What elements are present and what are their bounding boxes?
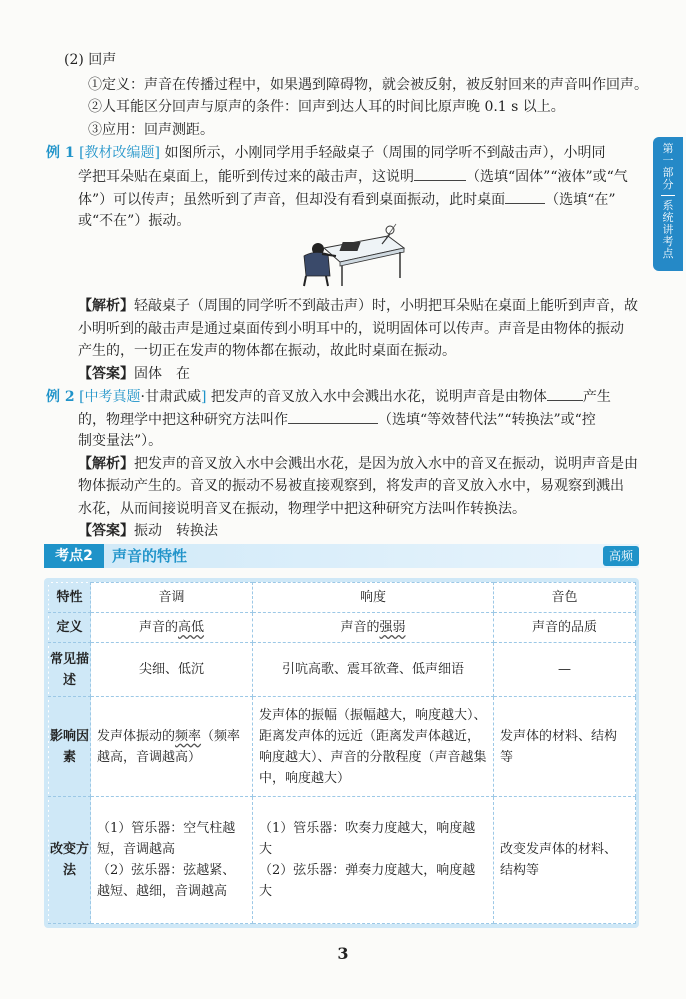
example-2-answer-text: 振动 转换法 [134, 523, 218, 539]
example-1-line-1 [46, 143, 605, 163]
example-1-analysis-2: 小明听到的敲击声是通过桌面传到小明耳中的，说明固体可以传声。声音是由物体的振动 [78, 321, 624, 337]
row-label-description: 常见描述 [49, 643, 91, 697]
example-1-answer [78, 364, 190, 384]
echo-definition: ①定义：声音在传播过程中，如果遇到障碍物，就会被反射，被反射回来的声音叫作回声。 [88, 77, 648, 93]
change-pitch-item-1: （1）管乐器：空气柱越短，音调越高 [97, 821, 236, 857]
example-1-question-3b: （选填“在” [545, 192, 616, 208]
header-loudness: 响度 [253, 583, 494, 613]
factor-pitch-suffix: （频率越高，音调越高） [97, 728, 241, 765]
frequency-badge: 高频 [603, 546, 639, 566]
section-number: 考点2 [44, 544, 104, 568]
cell-def-loudness [253, 613, 494, 643]
sound-properties-table [48, 582, 636, 924]
example-2-answer-label: 【答案】 [78, 523, 134, 539]
example-1-question-1: 如图所示，小刚同学用手轻敲桌子（周围的同学听不到敲击声），小明同 [164, 145, 606, 161]
example-2-question-2b: （选填“等效替代法”“转换法”或“控 [378, 412, 596, 428]
example-1-source: 教材改编题 [84, 145, 155, 161]
example-1-analysis-label: 【解析】 [78, 298, 134, 314]
answer-blank-4[interactable] [288, 409, 378, 424]
cell-factor-pitch [91, 697, 253, 797]
header-property: 特性 [49, 583, 91, 613]
example-1-line-3 [78, 189, 615, 210]
cell-def-pitch [91, 613, 253, 643]
factor-pitch-prefix: 发声体振动的 [97, 728, 176, 744]
example-2-analysis-3: 水花，从而间接说明音叉在振动，物理学中把这种研究方法叫作转换法。 [78, 501, 526, 517]
cell-desc-timbre: — [494, 643, 636, 697]
example-1-label: 例 1 [46, 145, 75, 161]
example-2-analysis-label: 【解析】 [78, 456, 134, 472]
side-tab-subject: 系统讲考点 [662, 199, 674, 260]
example-1-line-2 [78, 166, 628, 187]
example-1-analysis-1: 轻敲桌子（周围的同学听不到敲击声）时，小明把耳朵贴在桌面上能听到声音，故 [134, 298, 638, 314]
example-2-question-1a: 把发声的音叉放入水中会溅出水花，说明声音是由物体 [210, 389, 547, 405]
def-pitch-emphasis: 高低 [178, 620, 205, 635]
desk-knock-illustration [292, 222, 408, 288]
section-title: 声音的特性 [112, 547, 188, 565]
cell-factor-loudness: 发声体的振幅（振幅越大，响度越大）、距离发声体的远近（距离发声体越近，响度越大）、声音的分散程度（声音越集中，响度越大） [253, 697, 494, 797]
factor-pitch-emphasis: 频率 [175, 728, 202, 744]
example-1-bracket-close: ] [154, 145, 161, 161]
example-1-question-3a: 体”）可以传声；虽然听到了声音，但却没有看到桌面振动，此时桌面 [78, 192, 506, 208]
example-2-analysis-line-1 [78, 454, 638, 474]
example-1-bracket-open: [ [79, 145, 85, 161]
side-tab-divider [661, 195, 675, 196]
table-row [49, 643, 636, 697]
example-1-analysis-line-1 [78, 296, 638, 316]
example-2-line-2 [78, 409, 596, 430]
example-1-answer-label: 【答案】 [78, 366, 134, 382]
cell-change-pitch [91, 797, 253, 924]
side-tab[interactable] [653, 137, 683, 271]
echo-heading: (2) 回声 [64, 52, 117, 68]
example-1-question-2a: 学把耳朵贴在桌面上，能听到传过来的敲击声，这说明 [78, 169, 414, 185]
example-2-place: ·甘肃武威 [140, 389, 201, 405]
cell-factor-timbre: 发声体的材料、结构等 [494, 697, 636, 797]
echo-condition: ②人耳能区分回声与原声的条件：回声到达人耳的时间比原声晚 0.1 s 以上。 [88, 99, 565, 115]
example-2-bracket-close: ] [201, 389, 207, 405]
cell-desc-pitch: 尖细、低沉 [91, 643, 253, 697]
cell-change-loudness [253, 797, 494, 924]
example-2-question-3: 制变量法”）。 [78, 433, 163, 449]
example-2-source: 中考真题 [84, 389, 141, 405]
change-pitch-item-2: （2）弦乐器：弦越紧、越短、越细，音调越高 [97, 863, 236, 899]
table-row [49, 697, 636, 797]
table-row [49, 613, 636, 643]
cell-def-timbre: 声音的品质 [494, 613, 636, 643]
example-2-answer [78, 521, 218, 541]
header-timbre: 音色 [494, 583, 636, 613]
header-pitch: 音调 [91, 583, 253, 613]
table-header-row [49, 583, 636, 613]
def-pitch-prefix: 声音的 [138, 620, 178, 635]
example-2-bracket-open: [ [79, 389, 85, 405]
row-label-factors: 影响因素 [49, 697, 91, 797]
answer-blank-3[interactable] [547, 386, 583, 401]
example-1-answer-text: 固体 在 [134, 366, 190, 382]
answer-blank-1[interactable] [414, 166, 466, 181]
answer-blank-2[interactable] [505, 189, 545, 204]
def-loud-prefix: 声音的 [340, 620, 380, 635]
sound-properties-table-frame [44, 578, 639, 928]
example-1-analysis-3: 产生的，一切正在发声的物体都在振动，故此时桌面在振动。 [78, 343, 456, 359]
example-2-analysis-1: 把发声的音叉放入水中会溅出水花，是因为放入水中的音叉在振动，说明声音是由 [134, 456, 638, 472]
change-loud-item-2: （2）弦乐器：弹奏力度越大，响度越大 [259, 863, 476, 899]
row-label-change: 改变方法 [49, 797, 91, 924]
example-2-analysis-2: 物体振动产生的。音叉的振动不易被直接观察到，将发声的音叉放入水中，易观察到溅出 [78, 478, 624, 494]
example-2-question-1b: 产生 [582, 389, 611, 405]
section-header [44, 544, 639, 568]
page-number: 3 [337, 944, 349, 963]
example-2-line-1 [46, 386, 611, 407]
side-tab-part: 第一部分 [662, 142, 674, 191]
example-2-label: 例 2 [46, 389, 75, 405]
def-loud-emphasis: 强弱 [379, 620, 406, 635]
table-row [49, 797, 636, 924]
example-2-question-2a: 的，物理学中把这种研究方法叫作 [78, 412, 288, 428]
cell-desc-loudness: 引吭高歌、震耳欲聋、低声细语 [253, 643, 494, 697]
example-1-question-4: 或“不在”）振动。 [78, 213, 191, 229]
row-label-definition: 定义 [49, 613, 91, 643]
example-1-question-2b: （选填“固体”“液体”或“气 [466, 169, 628, 185]
change-loud-item-1: （1）管乐器：吹奏力度越大，响度越大 [259, 821, 476, 857]
echo-application: ③应用：回声测距。 [88, 122, 214, 138]
cell-change-timbre: 改变发声体的材料、结构等 [494, 797, 636, 924]
